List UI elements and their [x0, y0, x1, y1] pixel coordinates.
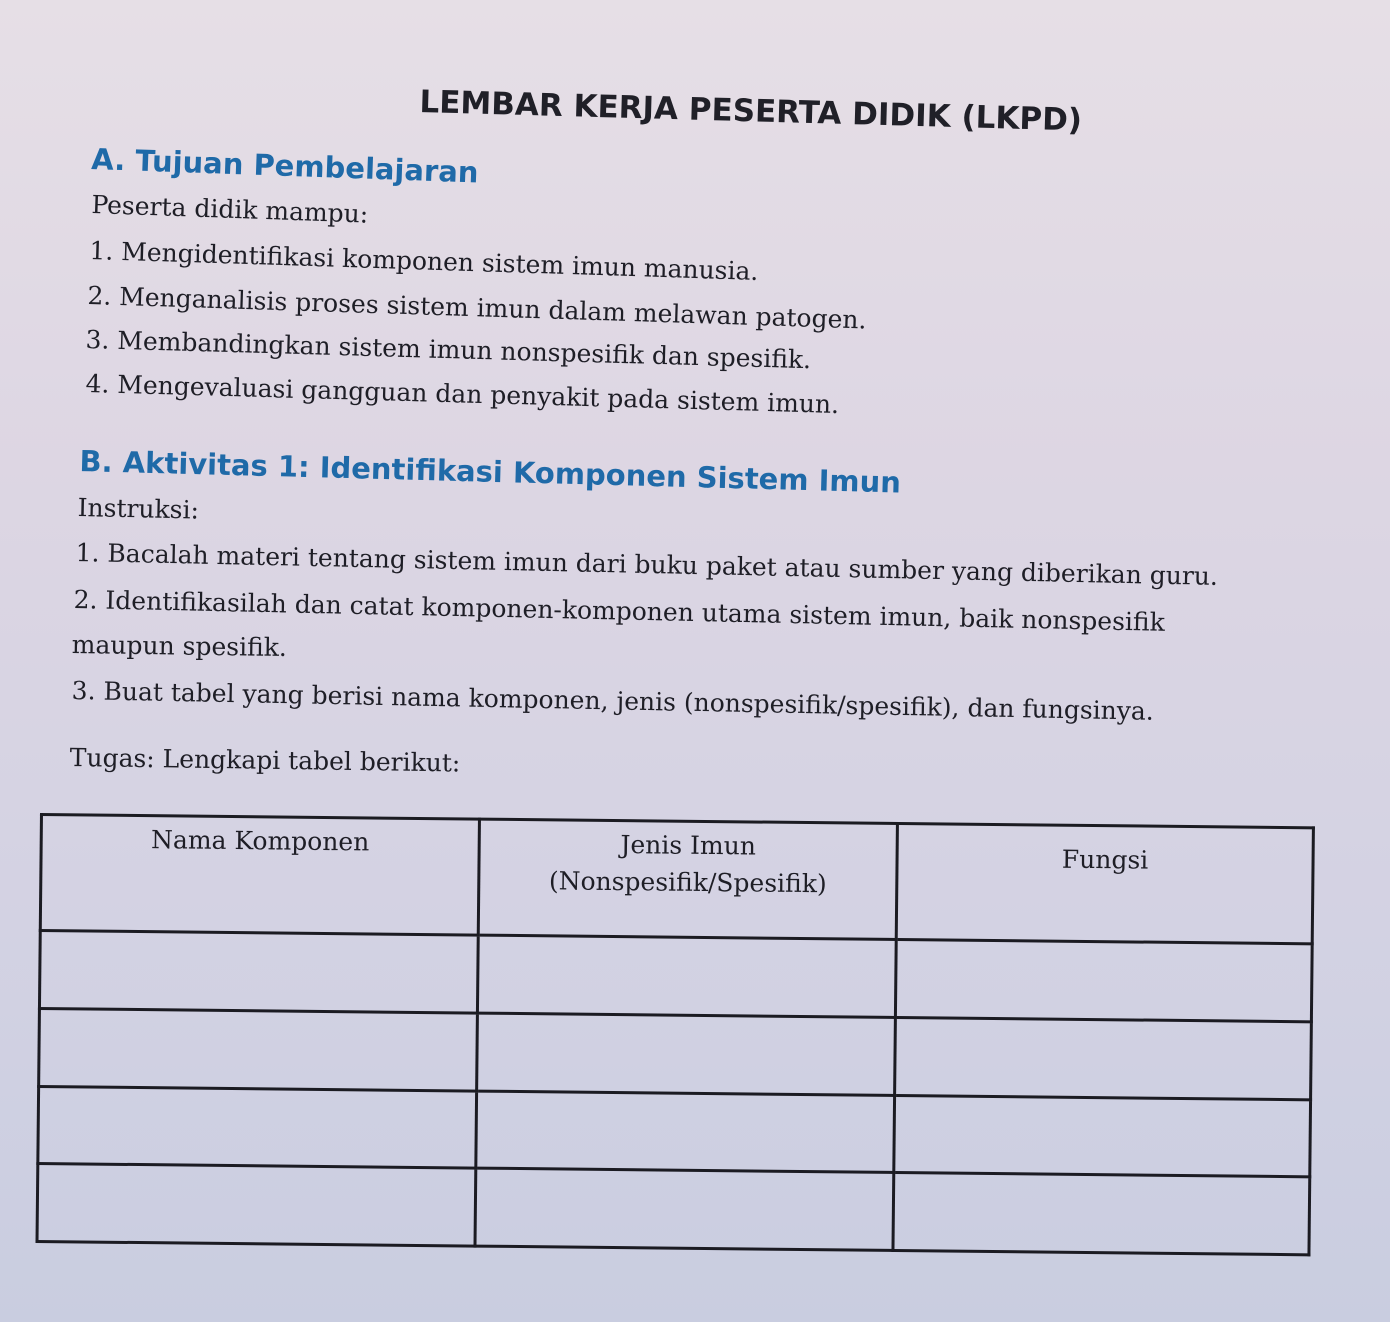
cell-jenis-imun[interactable] — [475, 1168, 894, 1250]
instruction-item-3: 3. Buat tabel yang berisi nama komponen, jenis (nonspesifik/spesifik), dan fungsinya. — [71, 676, 1155, 726]
table-header-row — [40, 815, 1313, 945]
section-a-intro: Peserta didik mampu: — [90, 190, 369, 229]
cell-fungsi[interactable] — [894, 1095, 1311, 1177]
objective-item-4: 4. Mengevaluasi gangguan dan penyakit pada sistem imun. — [85, 369, 840, 420]
objective-item-1: 1. Mengidentifikasi komponen sistem imun manusia. — [89, 236, 759, 287]
cell-fungsi[interactable] — [895, 1018, 1312, 1100]
cell-fungsi[interactable] — [895, 940, 1312, 1022]
section-a-heading: A. Tujuan Pembelajaran — [90, 142, 480, 190]
header-jenis-imun — [478, 819, 897, 940]
cell-nama-komponen[interactable] — [38, 1086, 477, 1168]
objective-item-3: 3. Membandingkan sistem imun nonspesifik dan spesifik. — [85, 325, 812, 375]
document-title: LEMBAR KERJA PESERTA DIDIK (LKPD) — [418, 84, 1083, 139]
objective-item-2: 2. Menganalisis proses sistem imun dalam melawan patogen. — [87, 281, 867, 335]
cell-nama-komponen[interactable] — [39, 931, 478, 1013]
cell-nama-komponen[interactable] — [37, 1164, 476, 1246]
component-table-wrapper — [35, 813, 1311, 1256]
header-fungsi: Fungsi — [896, 823, 1313, 944]
cell-nama-komponen[interactable] — [39, 1009, 478, 1091]
cell-jenis-imun[interactable] — [477, 1013, 896, 1095]
header-jenis-imun-line1: Jenis Imun — [620, 830, 757, 861]
cell-jenis-imun[interactable] — [476, 1091, 895, 1173]
cell-fungsi[interactable] — [893, 1173, 1310, 1255]
instructions-label: Instruksi: — [77, 493, 200, 525]
table-row — [38, 1086, 1311, 1177]
table-row — [39, 1009, 1312, 1100]
header-nama-komponen: Nama Komponen — [40, 815, 479, 936]
table-row — [37, 1164, 1310, 1255]
cell-jenis-imun[interactable] — [477, 936, 896, 1018]
instruction-item-2-continued: maupun spesifik. — [71, 630, 288, 663]
task-label: Tugas: Lengkapi tabel berikut: — [69, 743, 461, 778]
instruction-item-2: 2. Identifikasilah dan catat komponen-komponen utama sistem imun, baik nonspesifik — [73, 585, 1166, 637]
header-jenis-imun-line2: (Nonspesifik/Spesifik) — [548, 866, 827, 899]
table-row — [39, 931, 1312, 1022]
section-b-heading: B. Aktivitas 1: Identifikasi Komponen Sistem Imun — [79, 444, 902, 500]
component-table — [35, 813, 1314, 1256]
instruction-item-1: 1. Bacalah materi tentang sistem imun dari buku paket atau sumber yang diberikan guru. — [75, 538, 1219, 591]
